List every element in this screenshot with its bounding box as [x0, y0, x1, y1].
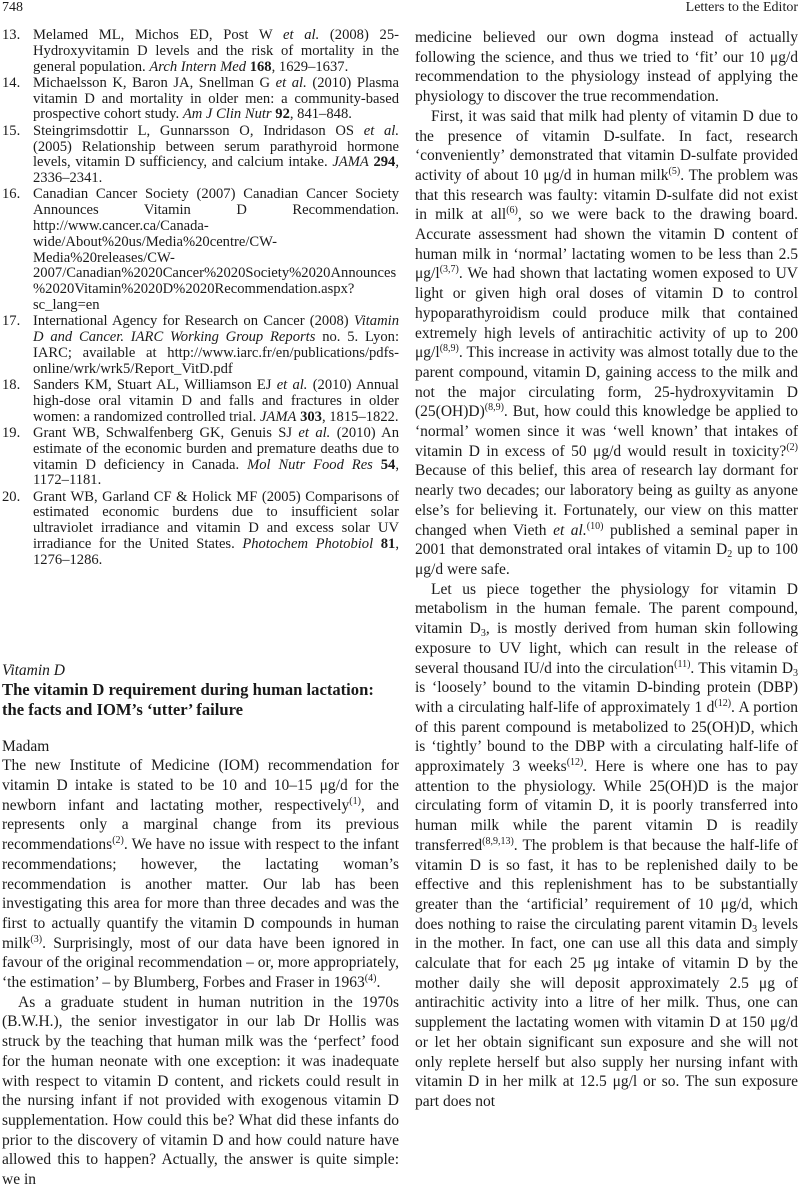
paragraph-4: Let us piece together the physiology for vitamin D metabolism in the human female. The parent compound, vitamin $D_3$, is mostly derived from human skin following exposure to UV light, which can result in the release of several thousand IU/d into the circulation$^{(11)}$. This vitamin $D_3$ is ‘loosely’ bound to the vitamin D-binding protein (DBP) with a circulating half-life of approximately 1 $d^{(12)}$. A portion of this parent compound is metabolized to 25(OH)D, which is ‘tightly’ bound to the DBP with a circulating half-life of approximately 3 weeks$^{(12)}$. Here is where one has to pay attention to the physiology. While 25(OH)D is the major circulating form of vitamin D, it is poorly transferred into human milk while the parent vitamin D is readily transferred$^{(8,9,13)}$. The problem is that because the half-life of vitamin D is so fast, it has to be replenished daily to be effective and this replenishment has to be substantially greater than the ‘artificial’ requirement of 10 μg/d, which does nothing to raise the circulating parent vitamin $D_3$ levels in the mother. In fact, one can use all this data and simply calculate that for each 25 μg intake of vitamin D by the mother daily she will deposit approximately 2.5 μg of antirachitic activity into a litre of her milk. Thus, one can supplement the lactating women with vitamin D at 150 μg/d or let her obtain significant sun exposure and she will not only replete herself but also supply her nursing infant with vitamin D in her milk at 12.5 μg/l or so. The sun exposure part does not [415, 580, 799, 1110]
page-number: 748 [2, 0, 23, 15]
salutation: Madam [2, 737, 50, 755]
section-label: Vitamin D [2, 661, 65, 679]
reference-item: 16. Canadian Cancer Society (2007) Canadian Cancer Society Announces Vitamin D Recommendation. http://www.cancer.ca/Canada-wide/About%20us/Media%20centre/CW-Media%20releases/CW-2007/Canadian%2020Cancer%2020Society%2020Announces%2020Vitamin%2020D%2020Recommendation.aspx?sc_lang=en [2, 186, 399, 314]
running-title: Letters to the Editor [685, 0, 798, 15]
paragraph-3: First, it was said that milk had plenty of vitamin D due to the presence of vitamin D-sulfate. In fact, research ‘conveniently’ demonstrated that vitamin D-sulfate provided activity of about 10 μg/d in human milk$^{(5)}$. The problem was that this research was faulty: vitamin D-sulfate did not exist in milk at all$^{(6)}$, so we were back to the drawing board. Accurate assessment had shown the vitamin D content of human milk in ‘normal’ lactating women to be less than 2.5 $\mu g/l^{(3,7)}$. We had shown that lactating women exposed to UV light or given high oral doses of vitamin D to control hypoparathyroidism could produce milk that contained extremely high levels of antirachitic activity of up to 200 $\mu g/l^{(8,9)}$. This increase in activity was almost totally due to the parent compound, vitamin D, gaining access to the milk and not the major circulating form, 25-hydroxyvitamin D $(25(OH)D)^{(8,9)}$. But, how could this knowledge be applied to ‘normal’ women since it was ‘well known’ that intakes of vitamin D in excess of 50 μg/d would result in toxicity?$^{(2)}$ Because of this belief, this area of research lay dormant for nearly two decades; our laboratory being as guilty as anyone else’s for believing it. Fortunately, our view on this matter changed when Vieth et al.$^{(10)}$ published a seminal paper in 2001 that demonstrated oral intakes of vitamin $D_2$ up to 100 μg/d were safe. [415, 107, 798, 578]
paragraph-1: The new Institute of Medicine (IOM) recommendation for vitamin D intake is stated to be 10 and 10–15 μg/d for the newborn infant and lactating mother, respectively$^{(1)}$, and represents only a marginal change from its previous recommendations$^{(2)}$. We have no issue with respect to the infant recommendations; however, the lactating woman’s recommendation is another matter. Our lab has been investigating this area for more than three decades and was the first to actually quantify the vitamin D compounds in human milk$^{(3)}$. Surprisingly, most of our data have been ignored in favour of the original recommendation – or, more appropriately, ‘the estimation’ – by Blumberg, Forbes and Fraser in 1963$^{(4)}$. [2, 757, 399, 992]
reference-url-text[interactable]: Canadian Cancer Society (2007) Canadian Cancer Society Announces Vitamin D Recommendation. http://www.cancer.ca/Canada-wide/About%20us/Media%20centre/CW-Media%20releases/CW-2007/Canadian%2020Cancer%2020Society%2020Announces%2020Vitamin%2020D%2020Recommendation.aspx?sc_lang=en [33, 186, 399, 314]
right-column [415, 28, 798, 1112]
paragraph-2-continued: medicine believed our own dogma instead of actually following the science, and thus we tried to ‘fit’ our 10 μg/d recommendation to the physiology instead of applying the physiology to discover the true recommendation. [415, 29, 798, 106]
reference-item: 15. Steingrimsdottir L, Gunnarsson O, Indridason OS et al. (2005) Relationship between serum parathyroid hormone levels, vitamin D sufficiency, and calcium intake. JAMA 294, 2336–2341. [2, 122, 399, 187]
left-column [2, 28, 399, 1190]
reference-item: 14. Michaelsson K, Baron JA, Snellman G et al. (2010) Plasma vitamin D and mortality in older men: a community-based prospective cohort study. Am J Clin Nutr 92, 841–848. [2, 74, 399, 123]
reference-item: 18. Sanders KM, Stuart AL, Williamson EJ et al. (2010) Annual high-dose oral vitamin D and falls and fractures in older women: a randomized controlled trial. JAMA 303, 1815–1822. [2, 377, 399, 425]
reference-item: 17. International Agency for Research on Cancer (2008) Vitamin D and Cancer. IARC Working Group Reports no. 5. Lyon: IARC; available at http://www.iarc.fr/en/publications/pdfs-online/wrk/wrk5/Report_VitD.pdf [2, 313, 400, 377]
reference-item: 20. Grant WB, Garland CF & Holick MF (2005) Comparisons of estimated economic burdens due to insufficient solar ultraviolet irradiance and vitamin D and excess solar UV irradiance for the United States. Photochem Photobiol 81, 1276–1286. [2, 488, 399, 568]
reference-list [2, 28, 399, 569]
article-title: The vitamin D requirement during human lactation: the facts and IOM’s ‘utter’ failure [2, 679, 374, 719]
reference-item: 19. Grant WB, Schwalfenberg GK, Genuis SJ et al. (2010) An estimate of the economic burden and premature deaths due to vitamin D deficiency in Canada. Mol Nutr Food Res 54, 1172–1181. [2, 424, 399, 489]
reference-item: 13. Melamed ML, Michos ED, Post W et al. (2008) 25-Hydroxyvitamin D levels and the risk of mortality in the general population. Arch Intern Med 168, 1629–1637. [2, 27, 399, 75]
paragraph-2: As a graduate student in human nutrition in the 1970s (B.W.H.), the senior investigator in our lab Dr Hollis was struck by the teaching that human milk was the ‘perfect’ food for the human neonate with one exception: it was inadequate with respect to vitamin D content, and rickets could result in the nursing infant if not provided with exogenous vitamin D supplementation. How could this be? What did these infants do prior to the discovery of vitamin D and how could nature have allowed this to happen? Actually, the answer is quite simple: we in [2, 993, 399, 1189]
